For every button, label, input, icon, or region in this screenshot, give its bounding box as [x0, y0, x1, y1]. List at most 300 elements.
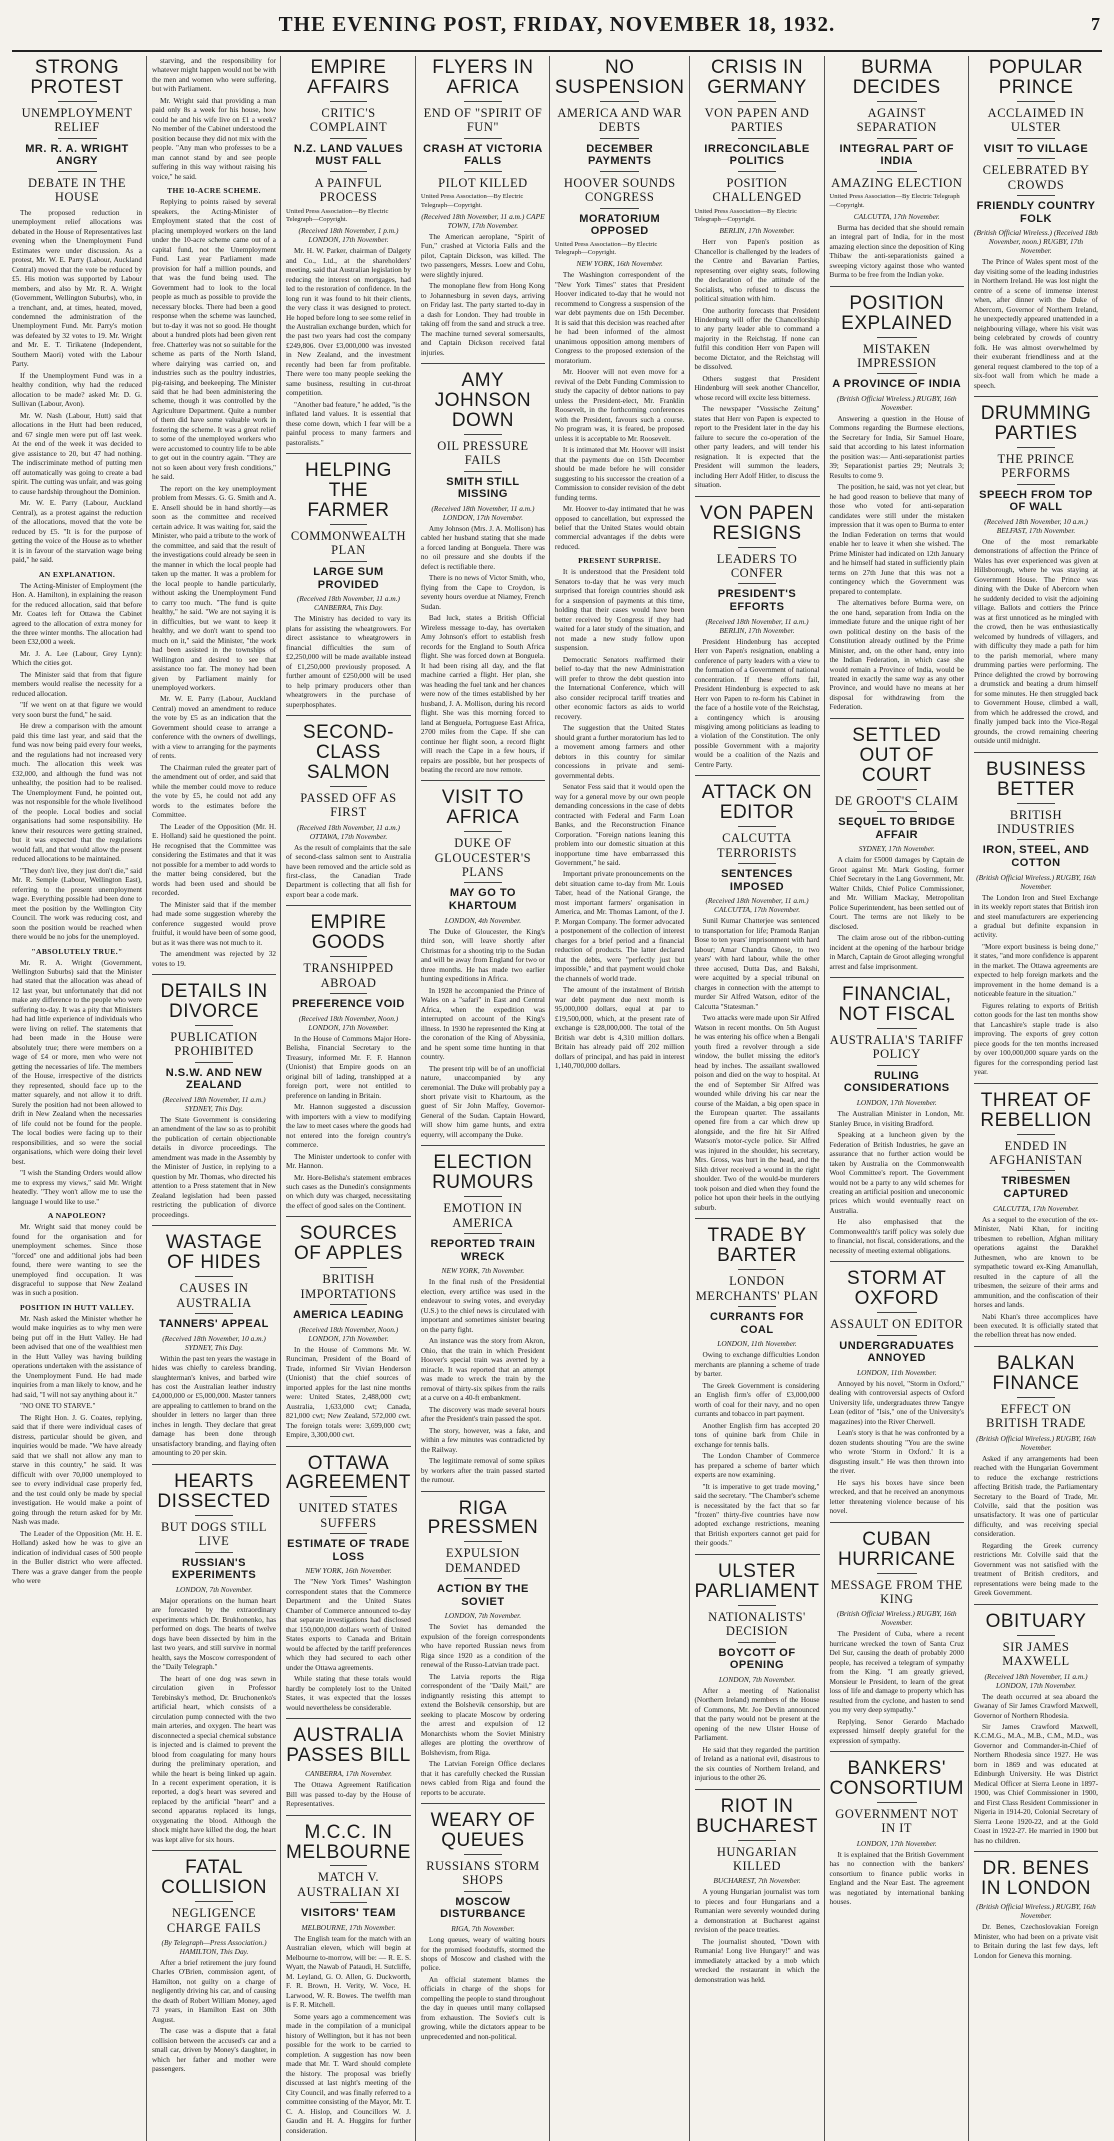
- dateline: BERLIN, 17th November.: [719, 226, 795, 236]
- masthead: [12, 10, 1102, 52]
- body-paragraph: The Ministry has decided to vary its plans for assisting the wheatgrowers. For direct assistance to wheatgrowers in financial difficulties the sum of £2,250,000 will be made available instead of £1,250,000 previously proposed. A further amount of £250,000 will be used to help primary producers other than wheatgrowers in the purchase of superphosphates.: [286, 614, 411, 709]
- body-paragraph: He says his boxes have since been wrecked, and that he received an anonymous letter threatening violence because of his novel.: [829, 1477, 964, 1516]
- story-deck: MAY GO TO KHARTOUM: [448, 887, 517, 913]
- divider-rule: [738, 583, 776, 584]
- story-deck: BUT DOGS STILL LIVE: [160, 1519, 268, 1549]
- body-paragraph: The Latvia reports the Riga correspondent of the "Daily Mail," are indignantly resisting this attempt to extend the Bolshevik censorship, but are seeking to placate Moscow by ordering the arrest and expulsion of 12 Monarchists whom the Soviet Ministry alleges are plotting the overthrow of Bolshevism, from Riga.: [420, 1671, 545, 1757]
- dateline: MELBOURNE, 17th November.: [301, 1922, 396, 1932]
- divider-rule: [738, 1840, 776, 1841]
- story-deck: VISIT TO VILLAGE: [983, 142, 1089, 155]
- body-paragraph: The English team for the match with an Australian eleven, which will begin at Melbourne to-morrow, will be: — R. E. S. Wyatt, the Nawab of Pataudi, H. Sutcliffe, M. Leyland, G. O. Allen, G. Duckworth, F. R. Brown, H. Verity, W. Voce, H. Larwood, W. R. Bowes. The twelfth man is F. R. Mitchell.: [286, 1933, 411, 2010]
- body-paragraph: As the result of complaints that the sale of second-class salmon sent to Australia have been removed and the article sold as first-class, the Canadian Trade Department is collecting that all fish for export bear a code mark.: [286, 842, 411, 899]
- body-paragraph: A young Hungarian journalist was torn to pieces and four Hungarians and a Rumanian were severely wounded during a demonstration at Bucharest against revision of the peace treaties.: [694, 1887, 820, 1935]
- body-paragraph: Sunil Kumar Chatterjee was sentenced to transportation for life; Pramoda Ranjan Bose to ten years' imprisonment with hard labour; Amar Chandra Ghose, to two years' with hard labour, while the other three accused, Dutta Das, and Bakshi, were acquitted by a special tribunal on charges in connection with the attempt to murder Sir Alfred Watson, editor of the Calcutta "Statesman.": [694, 916, 820, 1011]
- news-story: [974, 396, 1098, 746]
- body-paragraph: After a meeting of Nationalist (Northern Ireland) members of the House of Commons, Mr. Joe Devlin announced that the party would not be present at the opening of the new Ulster House of Parliament.: [694, 1685, 820, 1743]
- story-deck: ASSAULT ON EDITOR: [830, 1317, 964, 1332]
- story-body: [286, 614, 411, 709]
- news-story: [695, 1789, 820, 1984]
- dateline: (Received 18th November, 11 a.m.) CALCUTTA, 17th November.: [705, 896, 809, 915]
- story-deck: N.Z. LAND VALUES MUST FALL: [293, 142, 404, 168]
- story-deck: PASSED OFF AS FIRST: [300, 790, 397, 820]
- divider-rule: [738, 826, 776, 827]
- story-body: [421, 927, 545, 1140]
- news-column: [12, 56, 146, 2141]
- divider-rule: [464, 138, 501, 139]
- divider-rule: [738, 1269, 776, 1270]
- story-deck: SEQUEL TO BRIDGE AFFAIR: [838, 816, 956, 841]
- body-paragraph: Senator Fess said that it would open the way for a general move by our own people demanding concessions in the case of debts contracted with Federal and Farm Loan Banks, and the Reconstruction Finance Corporation. "Foreign nations leaning this problem into our domestic situation at this inopportune time have embarrassed this Government," he said.: [554, 782, 685, 867]
- divider-rule: [877, 1065, 917, 1066]
- body-paragraph: The case was a dispute that a fatal collision between the accused's car and a small car, driven by Money's daughter, in which her father and mother were passengers.: [152, 2026, 277, 2074]
- body-paragraph: The Latvian Foreign Office declares that it has carefully checked the Russian news cabled from Riga and found the reports to be accurate.: [420, 1759, 545, 1797]
- story-deck: VISITORS' TEAM: [300, 1907, 396, 1920]
- body-paragraph: The heart of one dog was sewn in circulation given in Professor Terebinsky's method, Dr. Bruchonenko's artificial heart, which consists of a circulation pump connected with the two main arteries, and oxygen. The heart was disconnected a special chemical substance is injected and is claimed to prevent the blood from coagulating for many hours during the preliminary operation, and while the heart is being linked up again. In a recent experiment operation, it is reported, a dog's heart was severed and replaced by the artificial "heart" and a second apparatus replaced its lungs, oxygenating the blood. Although the shock might have killed the dog, the heart was kept alive for six hours.: [152, 1673, 277, 1844]
- sub-heading: AN EXPLANATION.: [38, 569, 116, 579]
- sub-heading: POSITION IN HUTT VALLEY.: [20, 1302, 134, 1312]
- story-headline: STRONG PROTEST: [30, 57, 124, 98]
- news-story: [152, 1464, 276, 1845]
- news-story: [695, 775, 820, 1212]
- story-deck: NATIONALISTS' DECISION: [708, 1609, 806, 1639]
- dateline: (Received 18th November, Noon.) LONDON, 17th November.: [298, 1013, 399, 1032]
- body-paragraph: "NO ONE TO STARVE.": [20, 1401, 96, 1411]
- news-story: [12, 58, 142, 1586]
- story-deck: SPEECH FROM TOP OF WALL: [979, 488, 1093, 514]
- body-paragraph: Mr. Nash asked the Minister whether he would make inquiries as to why men were being put off in the Hutt Valley. He had been advised that one of the wealthiest men in the Hutt Valley was having building operations undertaken with the assistance of the Unemployment Fund. He had made inquiries from a man likely to know, and he had said, "I will not say anything about it.": [12, 1313, 143, 1399]
- story-body: [830, 414, 964, 712]
- news-story: [974, 1083, 1098, 1340]
- news-story: [830, 718, 964, 971]
- divider-rule: [464, 1891, 501, 1892]
- news-story: [421, 1145, 545, 1484]
- story-deck: EXPULSION DEMANDED: [445, 1546, 521, 1575]
- story-body: [286, 843, 411, 900]
- story-deck: MISTAKEN IMPRESSION: [857, 341, 937, 370]
- body-paragraph: Within the past ten years the wastage in hides was chiefly to careless branding, slaughterman's knives, and barbed wire has cost the Australian leather industry £4,000,000 or £5,000,000. Master tanners are appealing to cattlemen to brand on the shoulder in letters no larger than three inches in length. They declare that great damage has been done through unsatisfactory branding, and flaying often amounting to 20 per skin.: [152, 1353, 277, 1458]
- body-paragraph: The position, he said, was not yet clear, but he had good reason to believe that many of those who voted for anti-separation candidates were still under the mistaken impression that it was open to Burma to enter the Indian Federation on terms that would enable her to leave it when she wished. The Prime Minister had indicated on 12th January and he himself had stated in sufficiently plain terms on 27th June that this was not a contingency which the Government was prepared to contemplate.: [829, 482, 964, 596]
- story-body: [830, 1109, 964, 1255]
- divider-rule: [738, 1642, 776, 1643]
- body-paragraph: Mr. H. W. Parker, chairman of Dalgety and Co., Ltd., at the shareholders' meeting, said that Australian legislation by reducing the interest on mortgages, had led to the restoration of confidence. In the long run it was found to hit their clients, the very class it was designed to protect. He hoped before long to see some relief in the Australian exchange burden, which for the past two years had cost the company £249,806. Over £3,000,000 was invested in New Zealand, and the investment recently had been far from profitable. There were too many people seeking the same business, resulting in cut-throat competition.: [286, 246, 411, 398]
- body-paragraph: There is no news of Victor Smith, who, flying from the Cape to Croydon, is seventy hours overdue at Niamey, French Sudan.: [420, 573, 545, 611]
- news-story: [286, 1216, 411, 1439]
- story-deck: MR. R. A. WRIGHT ANGRY: [25, 142, 129, 168]
- story-deck: COMMONWEALTH PLAN: [290, 529, 407, 558]
- story-deck: REPORTED TRAIN WRECK: [430, 1238, 536, 1263]
- body-paragraph: The proposed reduction in unemployment relief allocations was debated in the House of Representatives last evening when the Unemployment Fund Estimates were under discussion. As a protest, Mr. W. E. Parry (Labour, Auckland Central) moved that the vote be reduced by £5. His motion was supported by Labour members, and also by Mr. R. A. Wright (Government, Wellington Suburbs), who, in a trenchant, and, at times, heated, moved, condemned the administration of the Unemployment Fund. Mr. Parry's motion was defeated by 32 votes to 19. Mr. Wright and Mr. E. T. Tirikatene (Independent, Southern Maori) voted with the Labour Party.: [12, 207, 143, 369]
- story-deck: RUSSIAN'S EXPERIMENTS: [171, 1556, 257, 1582]
- body-paragraph: The Washington correspondent of the "New York Times" states that President Hoover indicated to-day that he would not recommend to Congress a suspension of the war debt payments due on 15th December. It is said that this decision was reached after he had been informed of the almost unanimous opposition among members of Congress to the proposed extension of the moratorium.: [554, 270, 685, 365]
- divider-rule: [600, 138, 639, 139]
- sub-heading: PRESENT SURPRISE.: [578, 556, 662, 566]
- news-story: [286, 715, 411, 899]
- divider-rule: [877, 101, 917, 102]
- story-body: [695, 1686, 820, 1783]
- divider-rule: [464, 882, 501, 883]
- story-deck: CRASH AT VICTORIA FALLS: [423, 142, 543, 168]
- body-paragraph: It is intimated that Mr. Hoover will insist that the payments due on 15th December should be made before he will consider suggesting to his successor the creation of a Commission to consider revision of the debt funding terms.: [554, 445, 685, 502]
- news-story: [286, 453, 411, 709]
- body-paragraph: The Leader of the Opposition (Mr. H. E. Holland) said he questioned the point. He recognised that the Committee was considering the Estimates and that it was not possible for a member to add words to the matter being considered, but the words had been used and should be recorded.: [152, 821, 277, 898]
- body-paragraph: The Soviet has demanded the expulsion of the foreign correspondents who have reported Russian news from Riga since 1920 as a condition of the renewal of the Russo-Latvian trade pact.: [420, 1622, 545, 1670]
- story-deck: A PROVINCE OF INDIA: [832, 378, 962, 391]
- divider-rule: [877, 337, 917, 338]
- body-paragraph: The Right Hon. J. G. Coates, replying, said that if there were individual cases of distress, particular should be given, and inquiries would be made. "We have already said that we shall not allow any man to starve in this country," he said. It was difficult with over 70,000 unemployed to see to every individual case properly fed, and the test could only be made by special investigation. He would make a point of going through the return asked for by Mr. Nash was made.: [12, 1412, 143, 1527]
- story-headline: EMPIRE GOODS: [310, 912, 387, 954]
- body-paragraph: In the House of Commons Major Hore-Belisha, Financial Secretary to the Treasury, informed Mr. F. F. Hannon (Unionist) that Empire goods on an original bill of lading, transhipped at a foreign port, were not entitled to preference on landing in Britain.: [286, 1033, 411, 1100]
- dateline: BUCHAREST, 7th November.: [713, 1876, 801, 1886]
- news-story: [152, 1850, 276, 2073]
- divider-rule: [877, 171, 917, 172]
- story-headline: BUSINESS BETTER: [985, 758, 1087, 800]
- story-deck: ENDED IN AFGHANISTAN: [989, 1138, 1083, 1167]
- divider-rule: [877, 1335, 917, 1336]
- divider-rule: [330, 993, 367, 994]
- divider-rule: [195, 1276, 232, 1277]
- story-deck: AMERICA AND WAR DEBTS: [557, 105, 683, 135]
- story-headline: ELECTION RUMOURS: [432, 1152, 534, 1194]
- divider-rule: [738, 1306, 776, 1307]
- divider-rule: [600, 101, 639, 102]
- dateline: (Received 18th November, 10 a.m.) BELFAST, 17th November.: [984, 516, 1088, 535]
- dateline: CANBERRA, 17th November.: [304, 1769, 392, 1779]
- divider-rule: [195, 1025, 232, 1026]
- story-body: [974, 257, 1098, 390]
- news-story: [421, 1803, 545, 2041]
- story-deck: SIR JAMES MAXWELL: [1002, 1639, 1070, 1669]
- body-paragraph: An instance was the story from Akron, Ohio, that the train in which President Hoover's special train was averted by a miracle. It was reported that an attempt was made to wreck the train by the removal of thirty-six spikes from the rails at a curve on a 40-ft embankment.: [420, 1336, 545, 1403]
- body-paragraph: Sir James Crawford Maxwell, K.C.M.G., M.A., M.B., C.M., M.D., was Governor and Commander-in-Chief of Northern Rhodesia since 1927. He was born in 1869 and was educated at Edinburgh University. He was District Medical Officer at Sierra Leone in 1897-1900, was Chief Commissioner in 1900, and First Class Resident Commissioner in Nigeria in 1914-20, Colonial Secretary of Sierra Leone 1920-22, and at the Gold Coast in 1922-27. He married in 1900 but has no children.: [973, 1721, 1098, 1845]
- story-body: [152, 1958, 276, 2074]
- body-paragraph: The Greek Government is considering an English firm's offer of £3,000,000 worth of coal for their navy, and no open currants and tobacco in part payment.: [694, 1380, 820, 1419]
- story-deck: GOVERNMENT NOT IN IT: [835, 1807, 959, 1836]
- body-paragraph: "I wish the Standing Orders would allow me to express my views," said Mr. Wright heatedly. "They won't allow me to use the language I would like to use.": [12, 1168, 143, 1206]
- body-paragraph: "If we went on at that figure we would very soon burst the fund," he said.: [12, 700, 143, 719]
- story-deck: CURRANTS FOR COAL: [710, 1310, 804, 1336]
- dateline: LONDON, 7th November.: [175, 1584, 253, 1594]
- news-column: [549, 56, 689, 2141]
- body-paragraph: He also emphasised that the Commonwealth's tariff policy was solely due to financial, not fiscal, considerations, and the necessity of meeting external obligations.: [829, 1217, 964, 1255]
- story-headline: POPULAR PRINCE: [988, 57, 1084, 98]
- divider-rule: [1017, 195, 1054, 196]
- story-body: [152, 1354, 276, 1458]
- story-body: [286, 246, 411, 447]
- story-deck: POSITION CHALLENGED: [712, 175, 802, 205]
- story-body: [152, 1596, 276, 1845]
- news-column: [968, 56, 1102, 2141]
- story-headline: STORM AT OXFORD: [847, 1268, 947, 1310]
- divider-rule: [330, 1496, 367, 1497]
- news-column: [146, 56, 280, 2141]
- divider-rule: [464, 101, 501, 102]
- body-paragraph: Major operations on the human heart are forecasted by the extraordinary experiments which Dr. Brukhonenko, has performed on dogs. The hearts of twelve dogs have been dissected by him in the last two years, and still survive in normal health, says the Moscow correspondent of the "Daily Telegraph.": [152, 1595, 277, 1672]
- body-paragraph: Mr. Hoover will not even move for a revival of the Debt Funding Commission to study the capacity of debtor nations to pay unless the President-elect, Mr. Franklin Roosevelt, in the forthcoming conferences with the President, favours such a course. No program was, it is feared, be proposed unless it is acceptable to Mr. Roosevelt.: [554, 367, 685, 443]
- divider-rule: [58, 101, 97, 102]
- story-deck: EFFECT ON BRITISH TRADE: [986, 1401, 1086, 1431]
- story-headline: SOURCES OF APPLES: [293, 1223, 403, 1265]
- story-headline: RIOT IN BUCHAREST: [696, 1795, 818, 1837]
- divider-rule: [330, 956, 367, 957]
- body-paragraph: The journalist shouted, "Down with Rumania! Long live Hungary!" and was immediately attacked by a mob which wrecked the restaurant in which the demonstration was held.: [694, 1936, 820, 1984]
- news-story: [830, 1751, 964, 1907]
- divider-rule: [195, 1313, 232, 1314]
- story-deck: RULING CONSIDERATIONS: [843, 1069, 950, 1095]
- dateline: (Received 18th November, 11 a.m.) LONDON, 17th November.: [431, 503, 535, 522]
- story-deck: AMAZING ELECTION: [831, 175, 963, 190]
- story-deck: ACCLAIMED IN ULSTER: [987, 105, 1085, 135]
- divider-rule: [330, 1304, 367, 1305]
- dateline: CALCUTTA, 17th November.: [853, 211, 940, 221]
- body-paragraph: The Minister said that from that figure members would realise the necessity for a reduced allocation.: [12, 669, 143, 698]
- body-paragraph: The Leader of the Opposition (Mr. H. E. Holland) asked how he was to give an indication of individual cases of 500 people in the Buller district who were affected. There was a grave danger from the people who were: [12, 1528, 143, 1586]
- body-paragraph: Dr. Benes, Czechoslovakian Foreign Minister, who had been on a private visit to Britain during the last few days, left London for Geneva this morning.: [973, 1922, 1098, 1960]
- divider-rule: [1017, 447, 1054, 448]
- wire-credit: United Press Association—By Electric Telegraph—Copyright.: [286, 207, 389, 223]
- body-paragraph: Speaking at a luncheon given by the Federation of British Industries, he gave an assurance that no further action would be taken by Australia on the Commonwealth Wool Committee's report. The Government would not be a party to any wild schemes for creating an artificial position and uneconomic prices which would eventually react on Australia.: [829, 1130, 964, 1215]
- news-column: [689, 56, 824, 2141]
- story-body: [152, 1115, 276, 1219]
- story-headline: VISIT TO AFRICA: [441, 787, 524, 829]
- divider-rule: [877, 1312, 917, 1313]
- dateline: (Received 18th November, 1 p.m.) LONDON, 17th November.: [298, 226, 399, 245]
- news-story: [830, 1261, 964, 1515]
- body-paragraph: One of the most remarkable demonstrations of affection the Prince of Wales has ever experienced was given at Hillsborough, where he was staying at Government House. The Prince was dining with the Duke of Abercorn when he suddenly decided to visit the adjoining village. Ballots and cottiers the Prince was at first unnoticed as he mingled with the crowd, then he was enthusiastically welcomed by hundreds of villagers, and with difficulty they made a path for him to the parish memorial, where many drumming parties were performing. The Prince delighted the crowd by borrowing a drumstick and beating a drum himself for some minutes. He then struggled back to Government House, climbed a wall, from which he addressed the crowd, and finally jumped back into the Vice-Regal grounds, the crowd remaining cheering outside until midnight.: [973, 536, 1098, 746]
- body-paragraph: The amount of the instalment of British war debt payment due next month is 95,000,000 dollars, equal at par to £19,500,000, which, at the present rate of exchange is £28,000,000. The total of the British war debt is 4,310 million dollars. Britain has already paid off 202 million dollars of principal, and has paid in interest 1,140,700,000 dollars.: [554, 985, 685, 1071]
- story-deck: UNDERGRADUATES ANNOYED: [839, 1339, 955, 1365]
- story-headline: OTTAWA AGREEMENT: [286, 1452, 411, 1494]
- story-body: [152, 56, 276, 968]
- wire-credit: United Press Association—By Electric Telegraph—Copyright.: [694, 207, 797, 223]
- story-deck: ACTION BY THE SOVIET: [436, 1583, 529, 1608]
- dateline: LONDON, 11th November.: [856, 1367, 937, 1377]
- story-deck: DE GROOT'S CLAIM: [835, 793, 959, 808]
- body-paragraph: Mr. Wright said that providing a man paid only 8s a week for his house, how could he and his wife live on £1 a week? No member of the Cabinet understood the position because they did not mix with the people. "Any man who professes to be a man cannot stand by and see people suffering in this way without raising his voice," he said.: [152, 95, 277, 181]
- body-paragraph: The Duke of Gloucester, the King's third son, will leave shortly after Christmas for a shooting trip to the Sudan and will be away from England for two or three months. He has made two earlier hunting expeditions in Africa.: [420, 926, 545, 984]
- body-paragraph: The report on the key unemployment problem from Messrs. G. G. Smith and A. E. Ansell should be in hand shortly—as soon as the committee and received certain advice. It was waiting for, said the Minister, who paid a tribute to the work of the committee, and said that the result of the investigations could already be seen in the manner in which the local people had taken up the matter. It was a problem for the local people to handle particularly, without asking the Unemployment Fund to carry too much. "The fund is quite healthy," he said. "We are not saying it is in difficulties, but we want to keep it healthy, and we don't want to spend too much on it," said the Minister, "the work had been assisted in the townships of Wellington and desired to see that assistance too far. The money had been given by Parliament mainly for unemployed workers.: [152, 483, 277, 692]
- body-paragraph: President Hindenburg has accepted Herr von Papen's resignation, enabling a conference of party leaders with a view to the formation of a Government of national concentration. If these efforts fail, President Hindenburg is expected to ask Herr von Papen to re-form his Cabinet in the face of a hostile vote of the Reichstag, a contingency which is arousing misgiving among politicians as leading to a violation of the Constitution. The only possible Government with a majority would be a coalition of the Nazis and Centre Party.: [694, 636, 820, 769]
- body-paragraph: The State Government is considering an amendment of the law so as to prohibit the publication of certain objectionable details in divorce proceedings. The amendment was made in the Assembly by the Minister of Justice, in replying to a question by Mr. Thomas, who directed his attention to a Press statement that in New Zealand legislation had been passed restricting the publication of divorce proceedings.: [152, 1114, 277, 1219]
- dateline: (Received 18th November, 11 a.m.) OTTAWA, 17th November.: [296, 822, 400, 841]
- body-paragraph: Mr. W. Nash (Labour, Hutt) said that allocations in the Hutt had been reduced, and 67 single men were put off last week. At the end of the week it was decided to give assistance to 20, but 47 had nothing. The indiscriminate method of putting men off automatically was going to create a bad spirit. The cutting was unfair, and was going to cause hardship throughout the Dominion.: [12, 410, 143, 496]
- story-deck: OIL PRESSURE FAILS: [437, 438, 529, 468]
- story-deck: HOOVER SOUNDS CONGRESS: [563, 175, 676, 205]
- story-body: [830, 1379, 964, 1516]
- body-paragraph: It is explained that the British Government has no connection with the bankers' consortium to finance public works in England and the Near East. The agreement was negotiated by international banking houses.: [829, 1849, 964, 1907]
- divider-rule: [58, 138, 97, 139]
- divider-rule: [330, 561, 367, 562]
- dateline: (Received 18th November, 11 a.m.) SYDNEY, This Day.: [162, 1094, 266, 1113]
- dateline: (British Official Wireless.) RUGBY, 16th November.: [836, 1609, 957, 1628]
- story-body: [421, 1935, 545, 2041]
- news-story: [152, 56, 276, 968]
- body-paragraph: The legitimate removal of some spikes by workers after the train passed started the rumour.: [420, 1456, 545, 1485]
- divider-rule: [877, 1802, 917, 1803]
- story-deck: LEADERS TO CONFER: [716, 551, 798, 580]
- story-deck: SMITH STILL MISSING: [446, 475, 520, 501]
- dateline: (British Official Wireless.) RUGBY, 16th November.: [976, 1902, 1096, 1921]
- divider-rule: [195, 1901, 232, 1902]
- body-paragraph: He drew a comparison with the amount paid this time last year, and said that the fund was now being paid every four weeks, and the regulations had not increased very much. The allocation this week was £32,000, and although the fund was not unhealthy, the position had to be realised. The Unemployment Fund, he pointed out, was not responsible for the whole livelihood of the people. Local bodies and social organisations had some responsibility. He knew their resources were getting strained, but it was expected that the regulations would fall, and that would allow the present reduced allocations to be maintained.: [12, 721, 143, 864]
- story-deck: UNEMPLOYMENT RELIEF: [21, 105, 133, 135]
- story-body: [974, 1215, 1098, 1340]
- story-body: [286, 1345, 411, 1440]
- news-story: [555, 58, 685, 1071]
- body-paragraph: Lean's story is that he was confronted by a dozen students shouting "You are the swine who wrote 'Storm in Oxford.' It is a disgusting insult." He was then thrown into the river.: [829, 1428, 964, 1476]
- dateline: (Received 18th November, 11 a.m.) BERLIN, 17th November.: [705, 616, 809, 635]
- page-number: 7: [1091, 14, 1100, 34]
- body-paragraph: The claim arose out of the ribbon-cutting incident at the opening of the harbour bridge in March, Captain de Groot alleging wrongful arrest and false imprisonment.: [829, 933, 964, 971]
- story-headline: HEARTS DISSECTED: [157, 1470, 271, 1512]
- story-deck: MATCH V. AUSTRALIAN XI: [297, 1870, 400, 1899]
- body-paragraph: The death occurred at sea aboard the Gwanay of Sir James Crawford Maxwell, Governor of Northern Rhodesia.: [973, 1691, 1098, 1720]
- story-headline: NO SUSPENSION: [554, 57, 685, 98]
- body-paragraph: The Acting-Minister of Employment (the Hon. A. Hamilton), in explaining the reason for the reduced allocation, said that before Mr. Coates left for Ottawa the Cabinet agreed to the allocation of extra money for the three winter months. The allocation had been £32,000 a week.: [12, 580, 143, 647]
- story-deck: CRITIC'S COMPLAINT: [309, 105, 388, 135]
- divider-rule: [877, 1573, 917, 1574]
- story-headline: BURMA DECIDES: [852, 57, 941, 98]
- dateline: (British Official Wireless.) RUGBY, 16th November.: [976, 1433, 1096, 1452]
- story-deck: CELEBRATED BY CROWDS: [982, 163, 1090, 192]
- divider-rule: [877, 811, 917, 812]
- dateline: (British Official Wireless.) RUGBY, 16th November.: [976, 872, 1096, 891]
- body-paragraph: The Minister undertook to confer with Mr. Hannon.: [286, 1151, 411, 1171]
- story-deck: DUKE OF GLOUCESTER'S PLANS: [434, 836, 532, 880]
- body-paragraph: Others suggest that President Hindenburg will seek another Chancellor, whose record will excite less bitterness.: [694, 373, 820, 402]
- divider-rule: [464, 1233, 501, 1234]
- body-paragraph: Answering a question in the House of Commons regarding the Burmese elections, the Secretary for India, Sir Samuel Hoare, said that according to his latest information the position was:— Anti-separationist parties 39; Separationist parties 29; Neutrals 3; Results to come 9.: [829, 413, 964, 480]
- divider-rule: [1017, 158, 1054, 159]
- news-story: [974, 1604, 1098, 1845]
- story-headline: ATTACK ON EDITOR: [701, 782, 813, 824]
- story-deck: IRON, STEEL, AND COTTON: [982, 844, 1090, 869]
- story-body: [695, 1350, 820, 1548]
- story-deck: MOSCOW DISTURBANCE: [440, 1895, 526, 1921]
- body-paragraph: The Chairman ruled the greater part of the amendment out of order, and said that while the member could move to reduce the vote by £5, he could not add any words to the estimates before the Committee.: [152, 762, 277, 820]
- divider-rule: [330, 101, 367, 102]
- news-story: [421, 1491, 545, 1798]
- body-paragraph: As a sequel to the execution of the ex-Minister, Nabi Khan, for inciting tribesmen to rebellion, Afghan military operations against the Darakhel Juthesmen, who are known to be sympathetic toward ex-King Amanullah, resulted in the capture of all the tribesmen, the seizure of their arms and ammunition, and the confiscation of their horses and lands.: [973, 1214, 1098, 1310]
- story-deck: THE PRINCE PERFORMS: [997, 451, 1075, 481]
- story-deck: HUNGARIAN KILLED: [716, 1844, 798, 1873]
- dateline: LONDON, 7th November.: [718, 1674, 796, 1684]
- sub-heading: A NAPOLEON?: [47, 1211, 107, 1221]
- story-headline: FINANCIAL, NOT FISCAL: [838, 984, 956, 1026]
- news-story: [286, 1815, 411, 2135]
- divider-rule: [1017, 1635, 1054, 1636]
- columns-container: [12, 56, 1102, 2135]
- story-headline: DRUMMING PARTIES: [980, 403, 1092, 445]
- body-paragraph: In the final rush of the Presidential election, every artifice was used in the endeavour to swing votes, and everyday (U.S.) to the chief news is circulated with important and sometimes sinister bearing on the party fight.: [420, 1277, 545, 1334]
- divider-rule: [877, 138, 917, 139]
- story-headline: CUBAN HURRICANE: [838, 1528, 956, 1570]
- divider-rule: [1017, 484, 1054, 485]
- news-story: [695, 1554, 820, 1783]
- story-body: [830, 1629, 964, 1745]
- divider-rule: [1017, 1170, 1054, 1171]
- divider-rule: [330, 1902, 367, 1903]
- body-paragraph: Burma has decided that she should remain an integral part of India, for in the most amazing election since the deposition of King Thibaw the anti-separationists gained a sweeping victory against those who wanted Burma to be free from the Indian yoke.: [829, 222, 964, 280]
- story-body: [286, 1034, 411, 1211]
- body-paragraph: In the House of Commons Mr. W. Runciman, President of the Board of Trade, informed Sir Vivian Henderson (Unionist) that the chief sources of imported apples for the last nine months were: United States, 2,488,000 cwt; Australia, 1,633,000 cwt; Canada, 821,000 cwt; New Zealand, 572,000 cwt. The foreign totals were: 3,699,000 cwt; Empire, 3,300,000 cwt.: [286, 1344, 411, 1440]
- story-deck: UNITED STATES SUFFERS: [298, 1501, 399, 1530]
- story-headline: ULSTER PARLIAMENT: [694, 1560, 820, 1602]
- dateline: (Received 18th November, 10 a.m.) SYDNEY, This Day.: [162, 1333, 266, 1352]
- divider-rule: [877, 789, 917, 790]
- story-headline: OBITUARY: [985, 1610, 1087, 1632]
- story-body: [421, 524, 545, 775]
- divider-rule: [330, 171, 367, 172]
- body-paragraph: Replying to points raised by several speakers, the Acting-Minister of Employment stated that the cost of placing unemployed workers on the land under the 10-acre scheme came out of a capital fund, not the Unemployment Fund. Last year Parliament made provision for half a million pounds, and that was the fund being used. The Government had to look to the local people as much as possible to provide the necessary blocks. There had been a good response when the scheme was launched, but to-day it was not so good. He thought about a hundred plots had been given rent free. Chatterley was not so suitable for the scheme as parts of the North Island, where dairying was carried on, and industries such as the poultry industries, pig-raising, and beekeeping. The Minister said that he had been administering the scheme, though it was controlled by the Agriculture Department. Quite a number of them did have some valuable work in fostering the scheme. It was a great relief to some of the unemployed workers who were accustomed to country life to be able to get out in the country again. "They are not so keen about very fresh conditions," he said.: [152, 197, 277, 482]
- body-paragraph: "It is imperative to get trade moving," said the secretary. "The Chamber's scheme is necessitated by the fact that so far "frozen" thirty-five countries have now adopted exchange restrictions, meaning that British exporters cannot get paid for their goods.": [694, 1481, 820, 1548]
- divider-rule: [464, 1578, 501, 1579]
- divider-rule: [464, 434, 501, 435]
- body-paragraph: It is understood that the President told Senators to-day that he was very much surprised that foreign countries should ask for a suspension of payments at this time, holding that their cases would have been better received by Congress if they had waited for a later study of the situation, and not made a new study follow upon suspension.: [554, 567, 685, 653]
- story-body: [286, 1780, 411, 1808]
- divider-rule: [1017, 1134, 1054, 1135]
- body-paragraph: Some years ago a commencement was made in the compilation of a municipal history of Wellington, but it has not been possible for the work to be carried to completion. A suggestion has now been made that Mr. T. Ward should complete the history. The proposal was briefly discussed at last night's meeting of the City Council, and was finally referred to a committee consisting of the Mayor, Mr. T. C. A. Hislop, and Councillors W. J. Gaudin and H. A. Huggins for further consideration.: [286, 2011, 411, 2135]
- story-headline: WEARY OF QUEUES: [430, 1810, 536, 1852]
- body-paragraph: The alternatives before Burma were, on the one hand, separation from India on the immediate future and the unique right of her own political destiny on the basis of the Constitution already outlined by the Prime Minister, and, on the other hand, entry into the Indian Federation, in which case she would remain a Province of India, would be treated in exactly the same way as any other Province, and would have no means at her disposal for withdrawing from the Federation.: [829, 598, 964, 712]
- news-story: [695, 1218, 820, 1548]
- dateline: NEW YORK, 16th November.: [305, 1566, 392, 1576]
- story-headline: DR. BENES IN LONDON: [980, 1858, 1092, 1900]
- story-body: [695, 1887, 820, 1984]
- divider-rule: [330, 786, 367, 787]
- news-story: [286, 1718, 411, 1808]
- body-paragraph: He said that they regarded the partition of Ireland as a national evil, disastrous to the six counties of Northern Ireland, and injurious to the other 26.: [694, 1744, 820, 1783]
- story-deck: CAUSES IN AUSTRALIA: [176, 1281, 252, 1310]
- body-paragraph: starving, and the responsibility for whatever might happen would not be with the men and women who were suffering, but with Parliament.: [152, 56, 277, 94]
- body-paragraph: Herr von Papen's position as Chancellor is challenged by the leaders of the Centre and Bavarian Parties, representing over eighty seats, following the declaration of the attitude of the Socialists, who refused to discuss the political situation with him.: [694, 237, 820, 304]
- page-title: THE EVENING POST, FRIDAY, NOVEMBER 18, 1932.: [278, 12, 836, 36]
- body-paragraph: Mr. R. A. Wright (Government, Wellington Suburbs) said that the Minister had stated that the allocation was ahead of 12 last year, but unfortunately that did not make any difference to the people who were suffering to-day. It was a pity that Ministers had had little experience of individuals who were living on relief. The statements that had been made in the House were absolutely true; there were members on a wage of £4 or more, men who were not getting the necessaries of life. The members of the House, irrespective of the districts they represented, should face up to the matter squarely, and not allow it to drift. Surely the position had not been allowed to drift in New Zealand when the necessaries of life could not be found for the people. The local bodies were facing up to their responsibilities, and so were the social organisations, which were doing their level best.: [12, 957, 143, 1166]
- story-headline: EMPIRE AFFAIRS: [307, 57, 390, 98]
- divider-rule: [195, 1552, 232, 1553]
- story-deck: TRIBESMEN CAPTURED: [1001, 1175, 1071, 1201]
- news-story: [830, 58, 964, 280]
- dateline: LONDON, 17th November.: [856, 1098, 937, 1108]
- body-paragraph: Mr. Hannon suggested a discussion with importers with a view to modifying the law to meet cases where the goods had not entered into the foreign country's commerce.: [286, 1102, 411, 1150]
- body-paragraph: Mr. J. A. Lee (Labour, Grey Lynn): Which the cities got.: [12, 648, 143, 668]
- story-deck: AMERICA LEADING: [292, 1309, 404, 1322]
- story-deck: SENTENCES IMPOSED: [721, 868, 793, 893]
- story-body: [830, 1850, 964, 1907]
- story-deck: DEBATE IN THE HOUSE: [28, 175, 126, 205]
- story-deck: N.S.W. AND NEW ZEALAND: [165, 1066, 263, 1092]
- news-story: [830, 977, 964, 1255]
- story-headline: RIGA PRESSMEN: [427, 1497, 539, 1539]
- dateline: LONDON, 11th November.: [717, 1339, 797, 1349]
- story-deck: NEGLIGENCE CHARGE FAILS: [166, 1906, 262, 1935]
- news-story: [286, 58, 411, 447]
- story-body: [421, 1622, 545, 1797]
- body-paragraph: The Minister said that if the member had made some suggestion whereby the conference suggested would prove fruitful, it would have been of some good, but as it was there was not much to it.: [152, 899, 277, 947]
- story-deck: PUBLICATION PROHIBITED: [170, 1029, 258, 1059]
- body-paragraph: The Ottawa Agreement Ratification Bill was passed to-day by the House of Representatives.: [286, 1780, 411, 1809]
- story-deck: PRESIDENT'S EFFORTS: [717, 588, 797, 613]
- divider-rule: [330, 1267, 367, 1268]
- story-headline: AMY JOHNSON DOWN: [434, 370, 532, 431]
- story-deck: LONDON MERCHANTS' PLAN: [695, 1274, 819, 1303]
- body-paragraph: The monoplane flew from Hong Kong to Johannesburg in seven days, arriving on Friday last. The party started to-day in a dash for London. They had trouble in taking off from the sand and struck a tree. The machine turned several somersaults, and Captain Dickson received fatal injuries.: [420, 281, 545, 357]
- body-paragraph: The discovery was made several hours after the President's train passed the spot.: [420, 1404, 545, 1424]
- divider-rule: [464, 171, 501, 172]
- story-deck: EMOTION IN AMERICA: [443, 1201, 523, 1230]
- body-paragraph: Long queues, weary of waiting hours for the promised foodstuffs, stormed the shops of Moscow and clashed with the police.: [420, 1935, 545, 1973]
- story-headline: CRISIS IN GERMANY: [707, 57, 807, 98]
- story-deck: FRIENDLY COUNTRY FOLK: [976, 200, 1096, 225]
